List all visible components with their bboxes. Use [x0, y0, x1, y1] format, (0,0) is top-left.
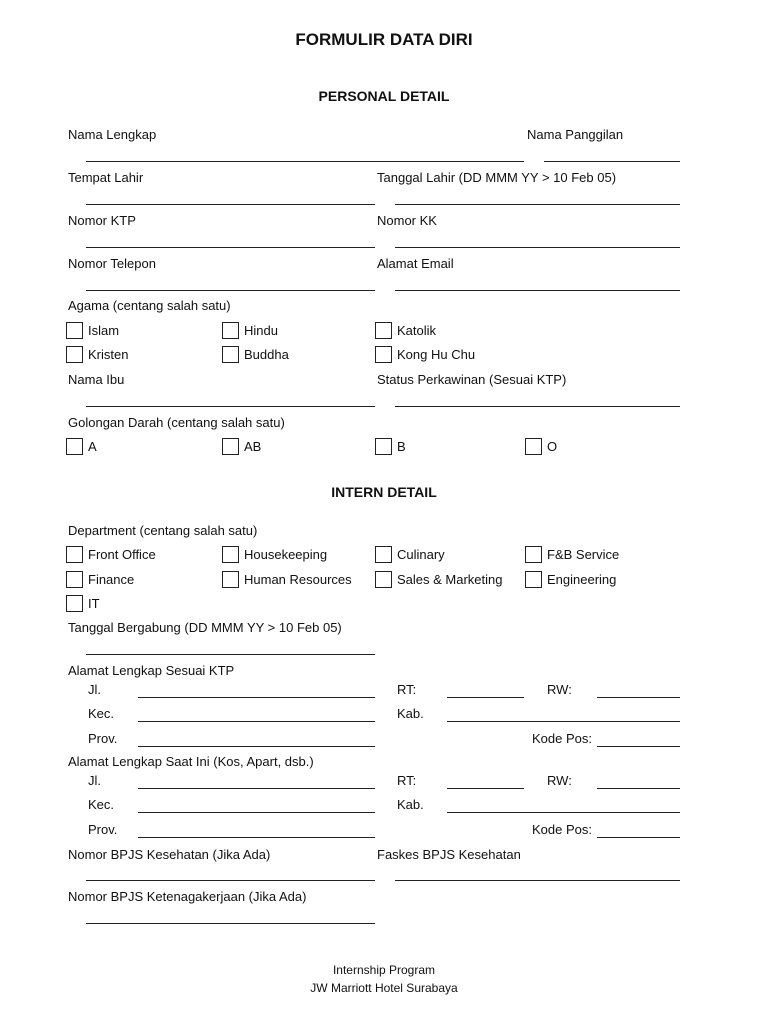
nomor-kk-label: Nomor KK: [377, 213, 437, 228]
alamat-email-field[interactable]: [395, 290, 680, 291]
ktp-rw-label: RW:: [547, 682, 572, 697]
golongan-a-checkbox[interactable]: [66, 438, 83, 455]
agama-hindu-label: Hindu: [244, 323, 278, 338]
ktp-prov-label: Prov.: [88, 731, 118, 746]
ktp-prov-field[interactable]: [138, 746, 375, 747]
dept-it-label: IT: [88, 596, 100, 611]
faskes-field[interactable]: [395, 880, 680, 881]
nomor-telepon-field[interactable]: [86, 290, 375, 291]
golongan-a-label: A: [88, 439, 97, 454]
faskes-label: Faskes BPJS Kesehatan: [377, 847, 521, 862]
now-jl-field[interactable]: [138, 788, 375, 789]
agama-label: Agama (centang salah satu): [68, 298, 231, 313]
bpjs-ketenagakerjaan-label: Nomor BPJS Ketenagakerjaan (Jika Ada): [68, 889, 307, 904]
now-kode-pos-field[interactable]: [597, 837, 680, 838]
agama-buddha-label: Buddha: [244, 347, 289, 362]
tanggal-bergabung-label: Tanggal Bergabung (DD MMM YY > 10 Feb 05): [68, 620, 342, 635]
dept-culinary-label: Culinary: [397, 547, 445, 562]
nama-panggilan-field[interactable]: [544, 161, 680, 162]
dept-human-resources-label: Human Resources: [244, 572, 352, 587]
now-rt-label: RT:: [397, 773, 417, 788]
nomor-ktp-field[interactable]: [86, 247, 375, 248]
ktp-rt-field[interactable]: [447, 697, 524, 698]
tempat-lahir-field[interactable]: [86, 204, 375, 205]
agama-katolik-label: Katolik: [397, 323, 437, 338]
personal-detail-heading: PERSONAL DETAIL: [318, 88, 450, 104]
bpjs-ketenagakerjaan-field[interactable]: [86, 923, 375, 924]
agama-kristen-label: Kristen: [88, 347, 129, 362]
agama-islam-label: Islam: [88, 323, 120, 338]
ktp-kode-pos-field[interactable]: [597, 746, 680, 747]
now-kec-field[interactable]: [138, 812, 375, 813]
dept-fb-service-label: F&B Service: [547, 547, 620, 562]
nomor-kk-field[interactable]: [395, 247, 680, 248]
ktp-kec-field[interactable]: [138, 721, 375, 722]
nomor-telepon-label: Nomor Telepon: [68, 256, 156, 271]
dept-front-office-label: Front Office: [88, 547, 156, 562]
now-rw-label: RW:: [547, 773, 572, 788]
now-prov-label: Prov.: [88, 822, 118, 837]
dept-housekeeping-label: Housekeeping: [244, 547, 328, 562]
agama-konghuchu-checkbox[interactable]: [375, 346, 392, 363]
nomor-ktp-label: Nomor KTP: [68, 213, 136, 228]
dept-human-resources-checkbox[interactable]: [222, 571, 239, 588]
nama-panggilan-label: Nama Panggilan: [527, 127, 624, 142]
status-perkawinan-field[interactable]: [395, 406, 680, 407]
golongan-o-label: O: [547, 439, 558, 454]
now-kode-pos-label: Kode Pos:: [532, 822, 592, 837]
intern-detail-heading: INTERN DETAIL: [331, 484, 437, 500]
tanggal-bergabung-field[interactable]: [86, 654, 375, 655]
dept-finance-label: Finance: [88, 572, 135, 587]
ktp-jl-label: Jl.: [88, 682, 101, 697]
bpjs-kesehatan-label: Nomor BPJS Kesehatan (Jika Ada): [68, 847, 271, 862]
ktp-kab-label: Kab.: [397, 706, 424, 721]
nama-ibu-label: Nama Ibu: [68, 372, 125, 387]
ktp-rt-label: RT:: [397, 682, 417, 697]
dept-engineering-checkbox[interactable]: [525, 571, 542, 588]
agama-kristen-checkbox[interactable]: [66, 346, 83, 363]
dept-housekeeping-checkbox[interactable]: [222, 546, 239, 563]
now-rw-field[interactable]: [597, 788, 680, 789]
ktp-kab-field[interactable]: [447, 721, 680, 722]
nama-lengkap-label: Nama Lengkap: [68, 127, 157, 142]
ktp-rw-field[interactable]: [597, 697, 680, 698]
ktp-kode-pos-label: Kode Pos:: [532, 731, 592, 746]
dept-front-office-checkbox[interactable]: [66, 546, 83, 563]
tempat-lahir-label: Tempat Lahir: [68, 170, 144, 185]
now-prov-field[interactable]: [138, 837, 375, 838]
golongan-darah-label: Golongan Darah (centang salah satu): [68, 415, 285, 430]
dept-finance-checkbox[interactable]: [66, 571, 83, 588]
agama-hindu-checkbox[interactable]: [222, 322, 239, 339]
now-kec-label: Kec.: [88, 797, 115, 812]
department-label: Department (centang salah satu): [68, 523, 258, 538]
golongan-b-label: B: [397, 439, 406, 454]
alamat-email-label: Alamat Email: [377, 256, 454, 271]
now-kab-label: Kab.: [397, 797, 424, 812]
now-jl-label: Jl.: [88, 773, 101, 788]
dept-sales-marketing-checkbox[interactable]: [375, 571, 392, 588]
now-kab-field[interactable]: [447, 812, 680, 813]
golongan-ab-label: AB: [244, 439, 262, 454]
alamat-ktp-label: Alamat Lengkap Sesuai KTP: [68, 663, 235, 678]
nama-ibu-field[interactable]: [86, 406, 375, 407]
nama-lengkap-field[interactable]: [86, 161, 524, 162]
golongan-o-checkbox[interactable]: [525, 438, 542, 455]
bpjs-kesehatan-field[interactable]: [86, 880, 375, 881]
footer-hotel: JW Marriott Hotel Surabaya: [310, 981, 458, 995]
dept-engineering-label: Engineering: [547, 572, 617, 587]
form-title: FORMULIR DATA DIRI: [295, 30, 473, 49]
ktp-kec-label: Kec.: [88, 706, 115, 721]
tanggal-lahir-field[interactable]: [395, 204, 680, 205]
dept-culinary-checkbox[interactable]: [375, 546, 392, 563]
agama-konghuchu-label: Kong Hu Chu: [397, 347, 476, 362]
dept-it-checkbox[interactable]: [66, 595, 83, 612]
dept-sales-marketing-label: Sales & Marketing: [397, 572, 503, 587]
now-rt-field[interactable]: [447, 788, 524, 789]
status-perkawinan-label: Status Perkawinan (Sesuai KTP): [377, 372, 567, 387]
dept-fb-service-checkbox[interactable]: [525, 546, 542, 563]
agama-katolik-checkbox[interactable]: [375, 322, 392, 339]
golongan-b-checkbox[interactable]: [375, 438, 392, 455]
agama-buddha-checkbox[interactable]: [222, 346, 239, 363]
golongan-ab-checkbox[interactable]: [222, 438, 239, 455]
footer-program: Internship Program: [332, 963, 436, 977]
tanggal-lahir-label: Tanggal Lahir (DD MMM YY > 10 Feb 05): [377, 170, 617, 185]
ktp-jl-field[interactable]: [138, 697, 375, 698]
alamat-saat-ini-label: Alamat Lengkap Saat Ini (Kos, Apart, dsb.): [68, 754, 314, 769]
agama-islam-checkbox[interactable]: [66, 322, 83, 339]
